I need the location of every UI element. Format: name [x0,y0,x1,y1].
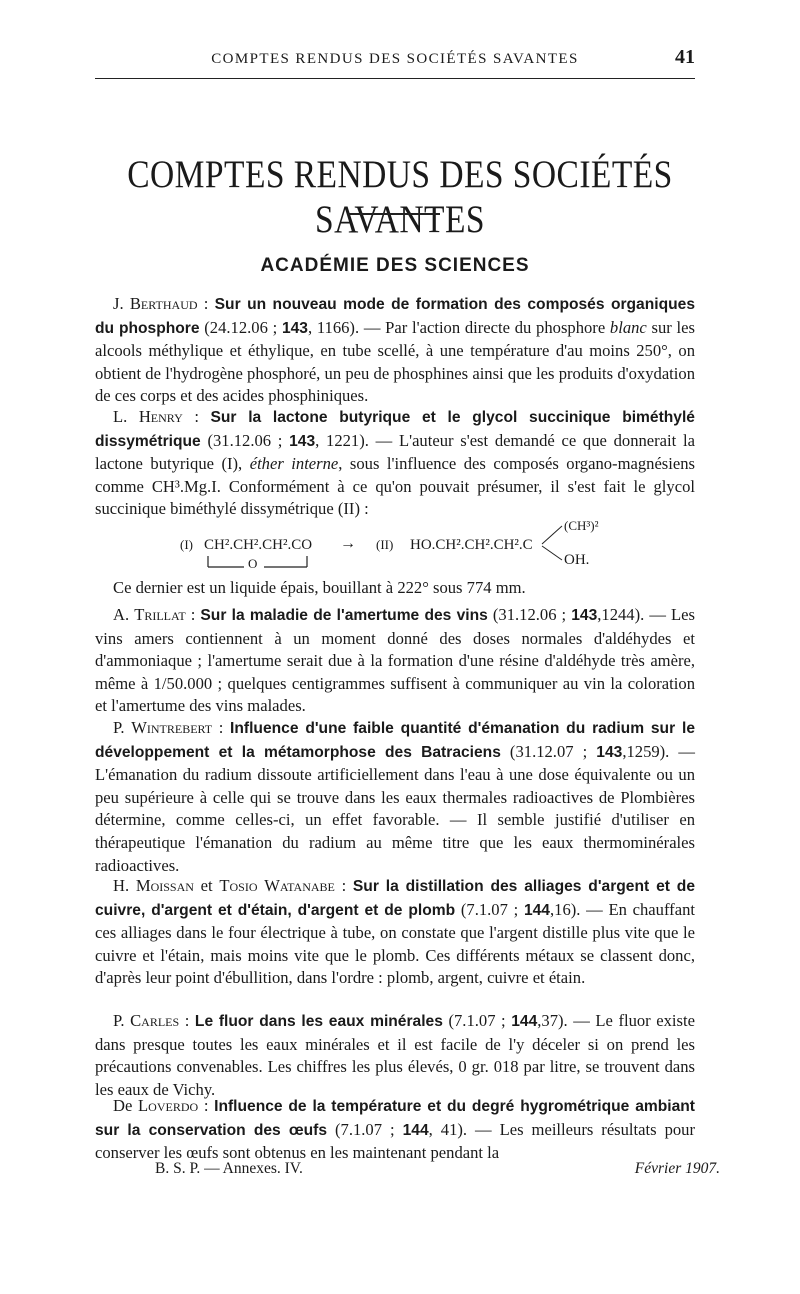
entry-title: Sur la maladie de l'amertume des vins [200,607,488,624]
ref-page: 16 [554,899,571,919]
entry-henry: L. Henry : Sur la lactone butyrique et le glycol succinique biméthylé dissymétrique (31.12.06 ; 143, 1221). — L'auteur s'est demandé ce que donnerait la lactone butyrique (I), éther interne, sous l'influence des composés organo-magnésiens comme CH³.Mg.I. Conformément à ce qu'on pouvait présumer, il s'est fait le glycol succinique biméthylé dissymétrique (II) : [95,407,695,519]
formula-substituent-top: (CH³)² [564,518,599,533]
ref-page: 1166 [316,317,350,337]
title-rule [348,213,440,215]
entry-body: Par l'action directe du phosphore [385,317,606,337]
author-initial: P. [113,718,125,737]
ref-date: 24.12.06 [209,317,268,337]
author-initial: A. [113,605,130,624]
ref-volume: 143 [281,319,308,337]
ref-volume: 143 [596,743,623,761]
author-name: Wintrebert [131,718,213,737]
author-initial: J. [113,294,124,313]
entry-body-italic: éther interne [249,454,339,474]
entry-body: L'auteur s'est demandé ce que donnerait la lactone butyrique (I), [95,430,695,474]
footer-date: Février 1907. [634,1160,720,1177]
running-head-title: COMPTES RENDUS DES SOCIÉTÉS SAVANTES [211,51,579,67]
formula-substituent-bottom: OH. [564,552,590,568]
formula-label-i: (I) [180,537,193,552]
author-initial: H. [113,876,130,895]
entry-title: Sur un nouveau mode de formation des composés organiques du phosphore [95,296,695,337]
author-connector: et [200,876,213,895]
formula-bridge-oxygen: O [248,556,258,571]
ref-date: 31.12.06 [212,430,272,450]
ref-date: 7.1.07 [454,1011,496,1030]
ref-page: 37 [541,1011,558,1030]
formula-note: Ce dernier est un liquide épais, bouillant à 222° sous 774 mm. [113,578,526,597]
ref-volume: 144 [511,1013,538,1030]
ref-date: 7.1.07 [340,1119,382,1139]
ref-date: 7.1.07 [466,899,508,919]
entry-body: En chauffant ces alliages dans le four électrique à tube, on constate que l'argent distille plus vite que le cuivre et l'étain, mais moins vite que le plomb. Ces différents métaux se classent donc, d'après leur point d'ébullition, dans l'ordre : plomb, argent, cuivre et étain. [95,899,695,988]
author-initial: L. [113,407,128,426]
entry-carles: P. Carles : Le fluor dans les eaux minérales (7.1.07 ; 144,37). — Le fluor existe dans presque toutes les eaux minérales et il est facile de l'y déceler si on prend les précautions convenables. Les chiffres les plus élevés, 0 gr. 018 par litre, se trouvent dans les eaux de Vichy. [95,1011,695,1099]
main-title: COMPTES RENDUS DES SOCIÉTÉS SAVANTES [127,153,673,241]
section-heading: ACADÉMIE DES SCIENCES [260,255,530,276]
author-name: Henry [138,407,183,426]
reaction-arrow: → [340,535,356,552]
author-name: Moissan [135,876,194,895]
ref-date: 31.12.07 [515,741,574,761]
entry-body: Le fluor existe dans presque toutes les eaux minérales et il est facile de l'y déceler si on prend les précautions convenables. Les chiffres les plus élevés, 0 gr. 018 par litre, se trouvent dans les eaux de Vichy. [95,1011,695,1099]
author-name: Trillat [134,605,186,624]
author-initial: P. [113,1011,125,1030]
page-footer [155,1160,720,1178]
entry-loverdo: De Loverdo : Influence de la température et du degré hygrométrique ambiant sur la conservation des œufs (7.1.07 ; 144, 41). — Les meilleurs résultats pour conserver les œufs sont obtenus en les maintenant pendant la [95,1096,695,1163]
entry-title: Influence d'une faible quantité d'émanation du radium sur le développement et la métamorphose des Batraciens [95,720,695,761]
entry-body: Les vins amers contiennent à un moment donné des doses normales d'aldéhydes et d'ammoniaque ; l'amertume serait due à la formation d'une résine d'aldéhyde très amère, même à 1/50.000 ; quelques centigrammes suffisent à communiquer au vin la coloration et l'amertume des vins malades. [95,605,695,716]
ref-volume: 144 [402,1121,429,1139]
ref-volume: 143 [289,432,316,450]
entry-title: Le fluor dans les eaux minérales [194,1013,443,1030]
chemical-formula [180,520,620,570]
entry-body-italic: blanc [609,317,647,337]
lactone-bridge [204,554,324,570]
running-head [95,46,695,70]
entry-body: , sous l'influence des composés organo-magnésiens comme CH³.Mg.I. Conformément à ce qu'on pouvait présumer, il s'est fait le glycol succinique biméthylé dissymétrique (II) : [95,454,695,519]
entry-body: Les meilleurs résultats pour conserver les œufs sont obtenus en les maintenant pendant la [95,1119,695,1163]
entry-berthaud: J. Berthaud : Sur un nouveau mode de formation des composés organiques du phosphore (24.12.06 ; 143, 1166). — Par l'action directe du phosphore blanc sur les alcools méthylique et éthylique, en tube scellé, à une température d'au moins 250°, on obtient de l'hydrogène phosphoré, un peu de phosphines ainsi que les produits d'oxydation de ces corps et des acides phosphiniques. [95,294,695,406]
author-name: Loverdo [138,1096,199,1115]
author-name: Berthaud [129,294,198,313]
entry-title: Sur la distillation des alliages d'argent et de cuivre, d'argent et d'étain, d'argent et de plomb [95,878,696,919]
second-author-last: Watanabe [264,876,335,895]
entry-body: sur les alcools méthylique et éthylique, en tube scellé, à une température d'au moins 250°, on obtient de l'hydrogène phosphoré, un peu de phosphines ainsi que les produits d'oxydation de ces corps et des acides phosphiniques. [95,317,695,406]
entry-moissan-watanabe: H. Moissan et Tosio Watanabe : Sur la distillation des alliages d'argent et de cuivre, d'argent et d'étain, d'argent et de plomb (7.1.07 ; 144,16). — En chauffant ces alliages dans le four électrique à tube, on constate que l'argent distille plus vite que le cuivre et l'étain, mais moins vite que le plomb. Ces différents métaux se classent donc, d'après leur point d'ébullition, dans l'ordre : plomb, argent, cuivre et étain. [95,876,696,988]
ref-page: 1244 [601,605,635,624]
entry-wintrebert: P. Wintrebert : Influence d'une faible quantité d'émanation du radium sur le développement et la métamorphose des Batraciens (31.12.07 ; 143,1259). — L'émanation du radium dissoute artificiellement dans l'eau à une dose équivalente ou un peu supérieure à celle qui se trouve dans les eaux thermales radioactives de Plombières détermine, comme celles-ci, un effet favorable. — Il semble justifié d'utiliser en thérapeutique l'émanation du radium au même titre que les eaux thermominérales radioactives. [95,718,695,875]
ref-date: 31.12.06 [498,605,557,624]
header-rule [95,78,695,79]
ref-volume: 143 [571,607,598,624]
page-number: 41 [675,46,695,68]
author-name: Carles [130,1011,180,1030]
entry-title: Influence de la température et du degré hygrométrique ambiant sur la conservation des œufs [95,1098,695,1139]
ref-page: 1221 [326,430,360,450]
formula-lactone: CH².CH².CH².CO [204,537,313,553]
entry-title: Sur la lactone butyrique et le glycol succinique biméthylé dissymétrique [95,409,695,450]
formula-label-ii: (II) [376,537,394,552]
entry-trillat: A. Trillat : Sur la maladie de l'amertume des vins (31.12.06 ; 143,1244). — Les vins amers contiennent à un moment donné des doses normales d'aldéhydes et d'ammoniaque ; l'amertume serait due à la formation d'une résine d'aldéhyde très amère, même à 1/50.000 ; quelques centigrammes suffisent à communiquer au vin la coloration et l'amertume des vins malades. [95,605,695,716]
ref-page: 41 [440,1119,458,1139]
author-initial: De [113,1096,133,1115]
ref-volume: 144 [523,901,550,919]
ref-page: 1259 [626,741,660,761]
entry-body: L'émanation du radium dissoute artificiellement dans l'eau à une dose équivalente ou un peu supérieure à celle qui se trouve dans les eaux thermales radioactives de Plombières détermine, comme celles-ci, un effet favorable. — Il semble justifié d'utiliser en thérapeutique l'émanation du radium au même titre que les eaux thermominérales radioactives. [95,765,695,875]
second-author-first: Tosio [219,876,258,895]
formula-glycol: HO.CH².CH².CH².C [410,537,533,553]
footer-publication: B. S. P. — Annexes. IV. [155,1160,303,1177]
